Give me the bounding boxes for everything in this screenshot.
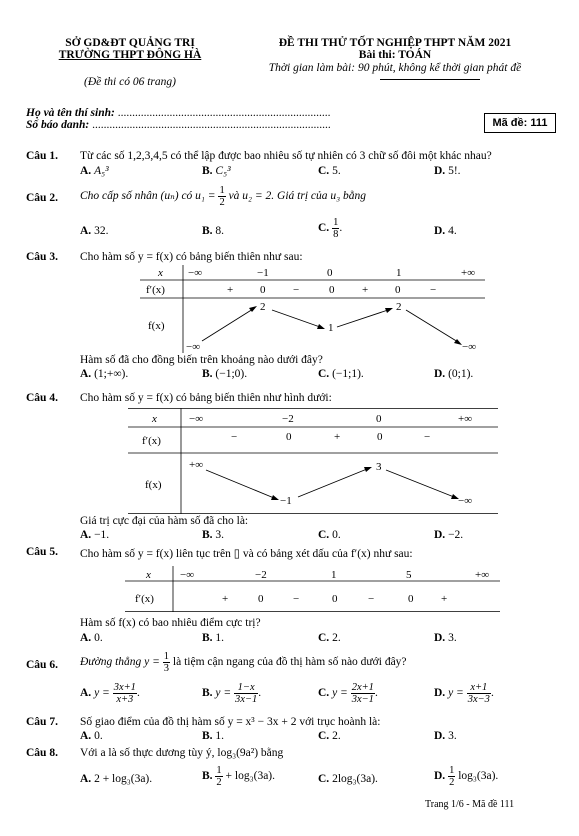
q3-arrow (406, 310, 458, 342)
q3-variation-table (140, 265, 485, 353)
q2-option-b: B. 8. (202, 225, 225, 237)
q3-sign: 0 (260, 284, 266, 296)
q3-x-val: −1 (257, 267, 269, 279)
q5-ask: Hàm số f(x) có bao nhiêu điểm cực trị? (80, 617, 261, 629)
q4-f-val: −∞ (458, 495, 473, 507)
q4-f-val: 3 (376, 461, 382, 473)
q3-sign: + (227, 284, 234, 296)
q7-option-d: D. 3. (434, 730, 457, 742)
q4-fprime-header: f′(x) (142, 435, 161, 447)
q3-sign: + (362, 284, 369, 296)
q1-option-a: A. A₅³ (80, 165, 109, 177)
q3-x-val: 1 (396, 267, 402, 279)
q8-option-d: D. $\frac{1}{2}$ log₃(3a). (434, 765, 499, 788)
q4-option-d: D. −2. (434, 529, 464, 541)
q6-option-c: C. y = $\frac{2x+1}{3x-1}$ . (318, 682, 378, 705)
exam-code-box: Mã đề: 111 (484, 113, 556, 133)
q4-arrow (386, 470, 454, 497)
q3-option-d: D. (0;1). (434, 368, 474, 380)
q1-option-b: B. C₅³ (202, 165, 231, 177)
q3-f-val: 1 (328, 322, 334, 334)
q5-option-c: C. 2. (318, 632, 341, 644)
q5-x-val: 5 (406, 569, 412, 581)
candidate-name-line (26, 107, 330, 119)
q2-number: Câu 2. (26, 192, 58, 204)
q6-option-a: A. y = $\frac{3x+1}{x+3}$ . (80, 682, 140, 705)
q7-number: Câu 7. (26, 716, 58, 728)
q1-option-c: C. 5. (318, 165, 341, 177)
q5-option-b: B. 1. (202, 632, 225, 644)
q2-option-a: A. 32. (80, 225, 109, 237)
q7-text: Số giao điểm của đồ thị hàm số y = x³ − 3x + 2 với trục hoành là: (80, 716, 381, 728)
q3-fprime-header: f′(x) (146, 284, 165, 296)
q5-x-val: −2 (255, 569, 267, 581)
q4-text: Cho hàm số y = f(x) có bảng biến thiên như hình dưới: (80, 392, 332, 404)
q7-option-b: B. 1. (202, 730, 225, 742)
q5-fprime-header: f′(x) (135, 593, 154, 605)
q8-option-b: B. $\frac{1}{2}$ + log₃(3a). (202, 765, 276, 788)
q5-option-d: D. 3. (434, 632, 457, 644)
q7-option-a: A. 0. (80, 730, 103, 742)
q5-sign: + (222, 593, 229, 605)
q3-option-b: B. (−1;0). (202, 368, 248, 380)
title-divider (380, 79, 480, 80)
q5-number: Câu 5. (26, 546, 58, 558)
q7-option-c: C. 2. (318, 730, 341, 742)
q5-sign-table (125, 566, 500, 612)
q2-text: Cho cấp số nhân (uₙ) có u₁ = $\frac{1}{2}$ và u₂ = 2. Giá trị của u₃ bằng (80, 185, 367, 208)
q3-sign: 0 (329, 284, 335, 296)
q3-x-val: −∞ (188, 267, 203, 279)
q3-text: Cho hàm số y = f(x) có bảng biến thiên như sau: (80, 251, 303, 263)
exam-subject: Bài thi: TOÁN (358, 49, 432, 61)
candidate-name-dots: .......................................................................... (117, 107, 331, 119)
q4-f-val: +∞ (189, 459, 204, 471)
q4-f-header: f(x) (145, 479, 162, 491)
q3-sign: 0 (395, 284, 401, 296)
q5-sign: + (441, 593, 448, 605)
q5-sign: 0 (408, 593, 414, 605)
q3-sign: − (293, 284, 300, 296)
q4-ask: Giá trị cực đại của hàm số đã cho là: (80, 515, 249, 527)
q3-sign: − (430, 284, 437, 296)
q6-number: Câu 6. (26, 659, 58, 671)
exam-time-note: Thời gian làm bài: 90 phút, không kể thời gian phát đề (268, 62, 522, 74)
q5-x-val: 1 (331, 569, 337, 581)
q4-x-val: −∞ (189, 413, 204, 425)
q3-arrow (272, 310, 320, 327)
q3-f-val: 2 (260, 301, 266, 313)
school-name: TRƯỜNG THPT ĐÔNG HÀ (58, 49, 202, 61)
q4-option-a: A. −1. (80, 529, 110, 541)
q5-x-val: +∞ (475, 569, 490, 581)
pages-note: (Đề thi có 06 trang) (84, 76, 176, 88)
q4-x-val: −2 (282, 413, 294, 425)
q4-sign: − (424, 431, 431, 443)
q8-text: Với a là số thực dương tùy ý, log₃(9a²) bằng (80, 747, 284, 759)
q4-variation-table (128, 408, 498, 514)
page-footer: Trang 1/6 - Mã đề 111 (425, 799, 515, 810)
q2-option-c: C. $\frac{1}{8}$ . (318, 217, 343, 240)
q4-sign: − (231, 431, 238, 443)
q4-x-header: x (152, 413, 157, 425)
candidate-name-label: Họ và tên thí sinh: (26, 107, 118, 119)
q5-x-header: x (146, 569, 151, 581)
q4-x-val: 0 (376, 413, 382, 425)
q1-option-d: D. 5!. (434, 165, 461, 177)
exam-title: ĐỀ THI THỬ TỐT NGHIỆP THPT NĂM 2021 (278, 37, 512, 49)
q3-option-c: C. (−1;1). (318, 368, 364, 380)
q3-arrow (337, 310, 388, 327)
q4-option-c: C. 0. (318, 529, 341, 541)
q5-sign: 0 (258, 593, 264, 605)
q1-number: Câu 1. (26, 150, 58, 162)
candidate-id-label: Số báo danh: (26, 119, 93, 131)
svg-text:−: − (368, 593, 375, 605)
q4-number: Câu 4. (26, 392, 58, 404)
q3-f-header: f(x) (148, 320, 165, 332)
candidate-id-dots: ................................................................................... (92, 119, 331, 131)
q8-option-c: C. 2log₃(3a). (318, 773, 378, 785)
q4-arrow (298, 469, 367, 497)
q3-f-val: −∞ (462, 341, 477, 353)
q3-x-val: +∞ (461, 267, 476, 279)
q5-sign: − (293, 593, 300, 605)
q4-f-val: −1 (280, 495, 292, 507)
q5-text: Cho hàm số y = f(x) liên tục trên ▯ và có bảng xét dấu của f′(x) như sau: (80, 548, 413, 560)
q3-f-val: 2 (396, 301, 402, 313)
q4-sign: + (334, 431, 341, 443)
q3-x-val: 0 (327, 267, 333, 279)
q5-x-val: −∞ (180, 569, 195, 581)
q3-f-val: −∞ (186, 341, 201, 353)
department-name: SỞ GD&ĐT QUẢNG TRỊ (65, 37, 195, 49)
q3-arrow (202, 309, 253, 341)
svg-text:0: 0 (332, 593, 338, 605)
q4-sign: 0 (286, 431, 292, 443)
q3-number: Câu 3. (26, 251, 58, 263)
q4-x-val: +∞ (458, 413, 473, 425)
q8-number: Câu 8. (26, 747, 58, 759)
q4-arrow (206, 470, 274, 498)
q3-ask: Hàm số đã cho đồng biến trên khoảng nào dưới đây? (80, 354, 323, 366)
q6-text: Đường thẳng y = $\frac{1}{3}$ là tiệm cận ngang của đồ thị hàm số nào dưới đây? (80, 651, 407, 674)
q4-sign: 0 (377, 431, 383, 443)
q1-text: Từ các số 1,2,3,4,5 có thể lập được bao nhiêu số tự nhiên có 3 chữ số đôi một khác nhau? (80, 150, 492, 162)
q6-option-d: D. y = $\frac{x+1}{3x-3}$ . (434, 682, 494, 705)
q2-option-d: D. 4. (434, 225, 457, 237)
q3-x-header: x (158, 267, 163, 279)
candidate-id-line (26, 119, 331, 131)
q3-option-a: A. (1;+∞). (80, 368, 129, 380)
q6-option-b: B. y = $\frac{1-x}{3x-1}$ . (202, 682, 262, 705)
q8-option-a: A. 2 + log₃(3a). (80, 773, 153, 785)
q4-option-b: B. 3. (202, 529, 225, 541)
q5-option-a: A. 0. (80, 632, 103, 644)
